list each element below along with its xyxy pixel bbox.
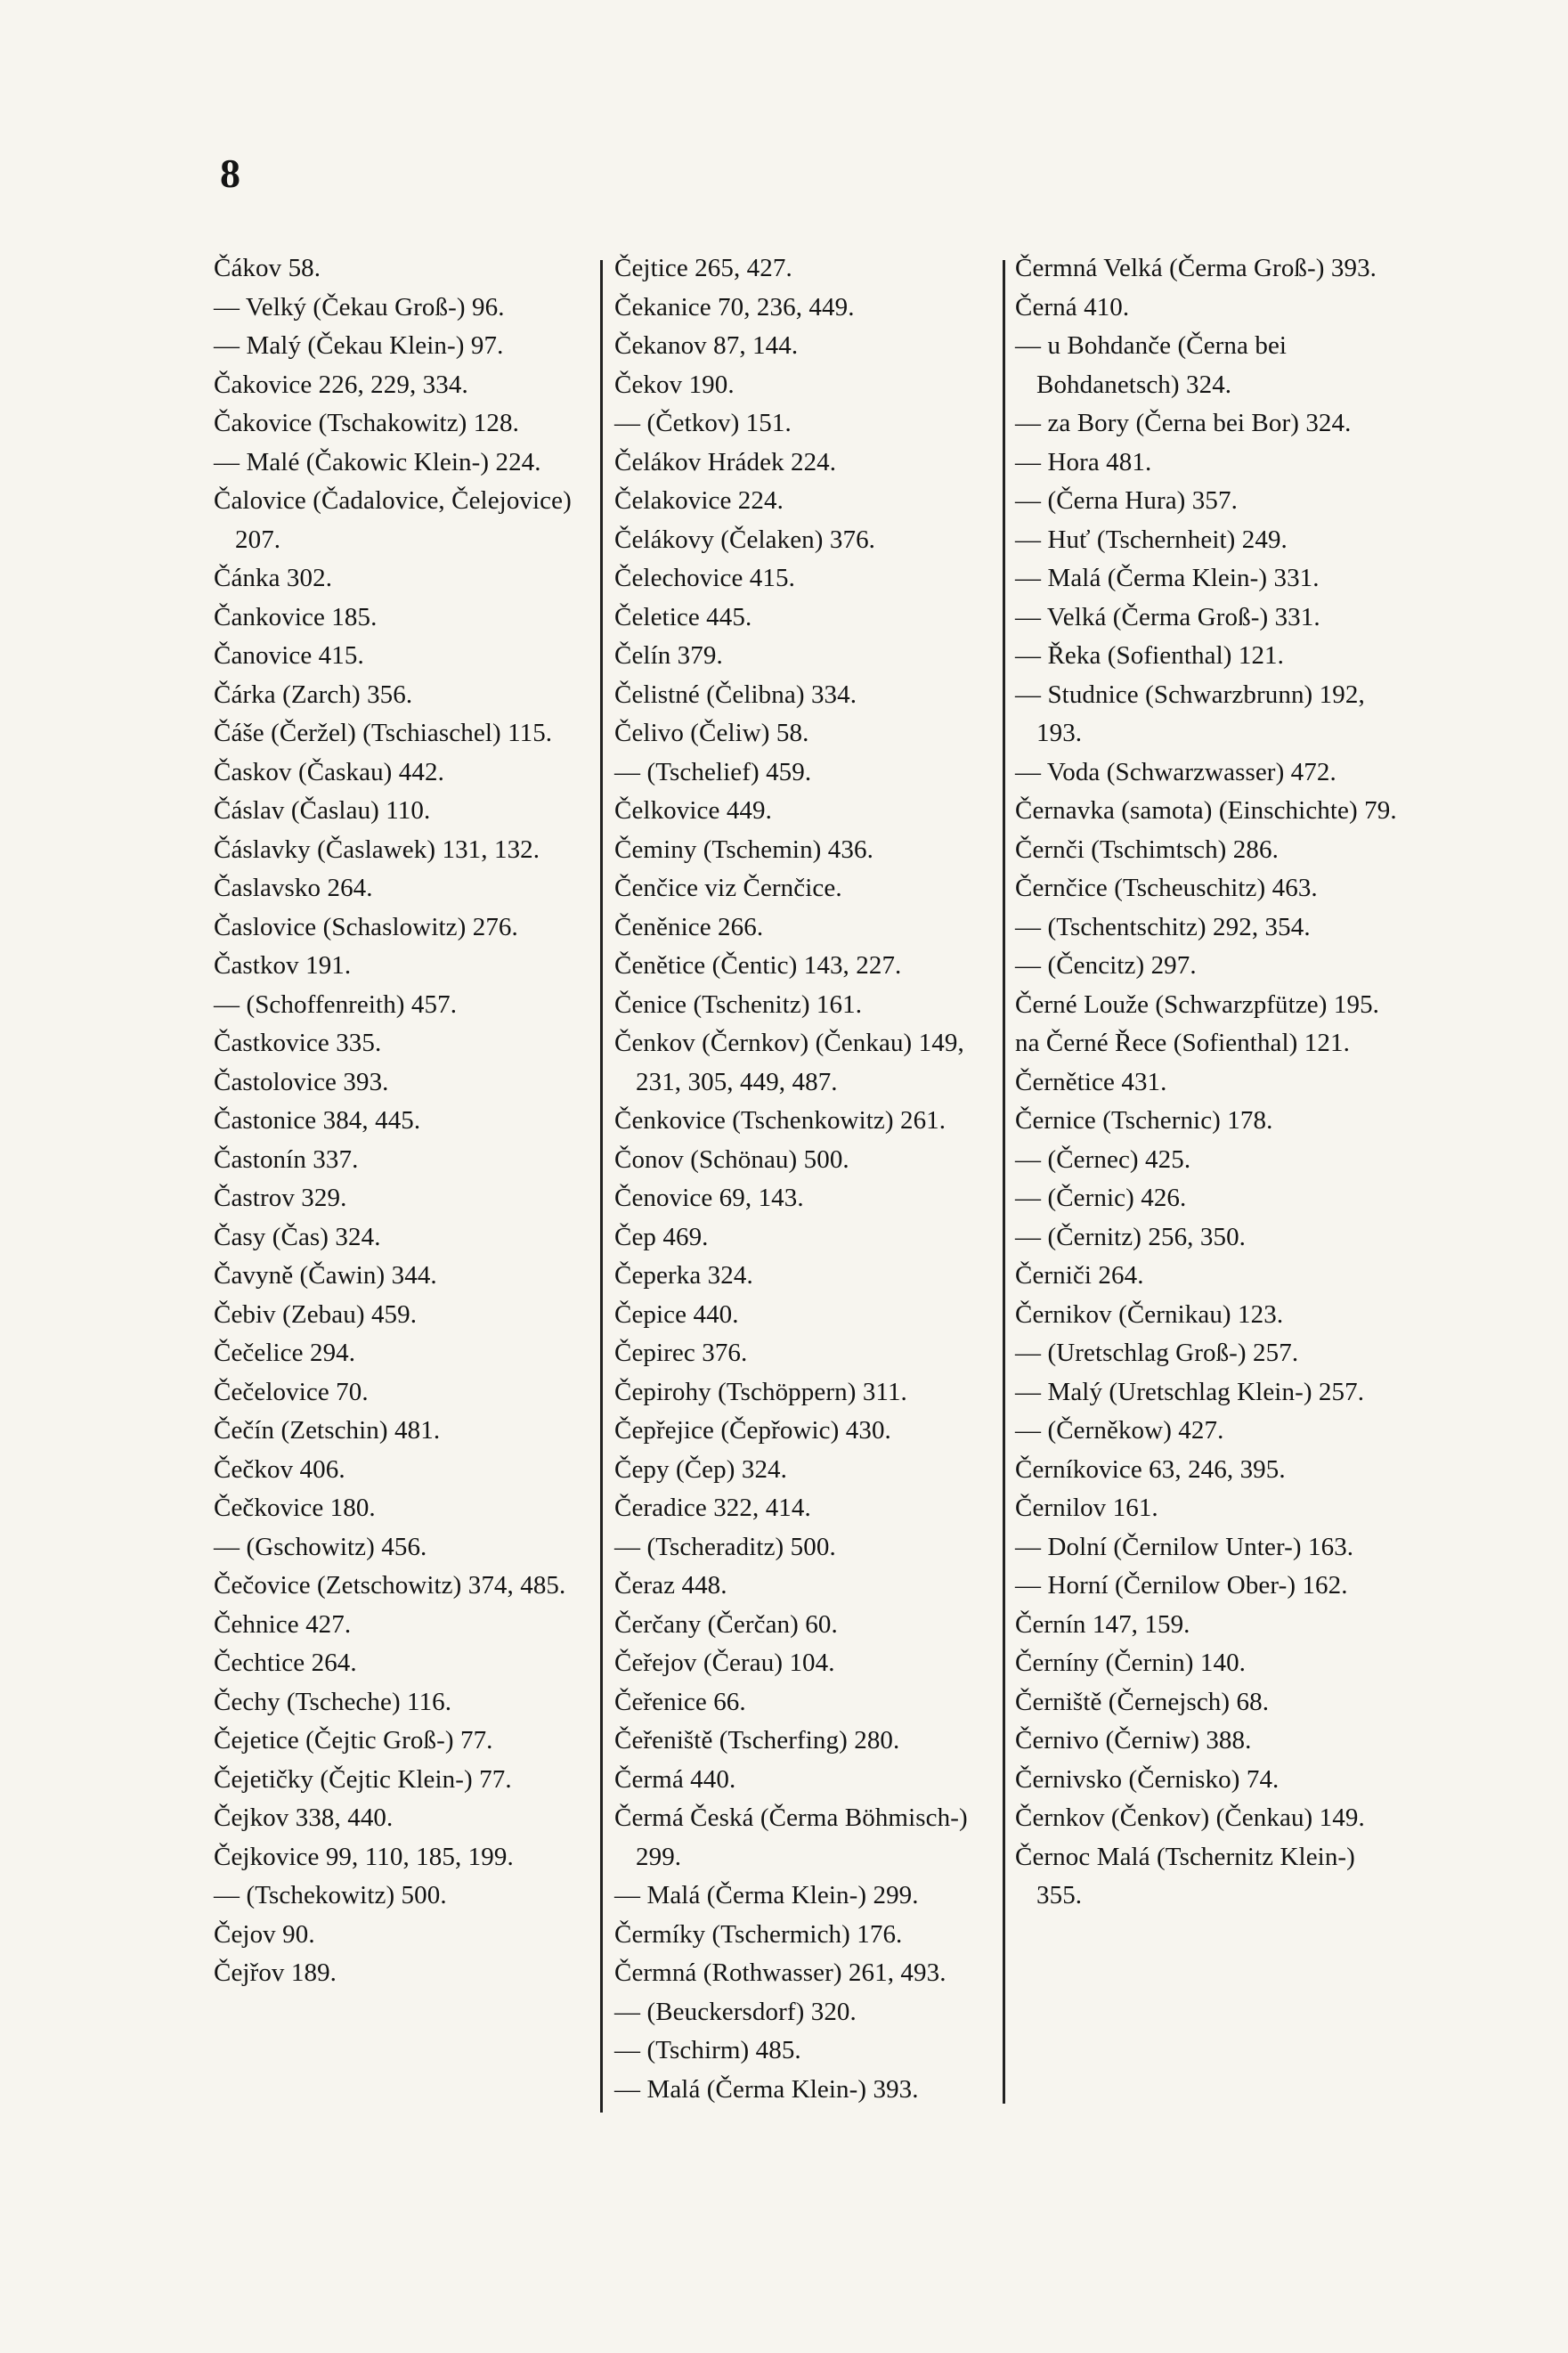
index-entry: Čechy (Tscheche) 116. <box>214 1687 452 1716</box>
index-entry: Černín 147, 159. <box>1015 1609 1190 1639</box>
index-entry: — Malá (Čerma Klein-) 331. <box>1015 564 1320 592</box>
index-entry: Čekov 190. <box>614 370 735 399</box>
index-entry: Čáše (Čeržel) (Tschiaschel) 115. <box>214 719 553 747</box>
index-entry: — (Čencitz) 297. <box>1015 951 1197 980</box>
index-entry: — Malá (Čerma Klein-) 393. <box>614 2074 919 2104</box>
index-entry: Černíny (Černin) 140. <box>1015 1649 1247 1677</box>
index-entry: — (Schoffenreith) 457. <box>214 989 458 1019</box>
index-entry: Čep 469. <box>614 1222 709 1251</box>
index-entry: — Studnice (Schwarzbrunn) 192, 193. <box>1015 680 1365 747</box>
index-entry: Čakovice 226, 229, 334. <box>214 370 468 399</box>
column-divider <box>600 260 603 2113</box>
index-entry: Čermná (Rothwasser) 261, 493. <box>614 1958 946 1987</box>
index-entry: Čejetice (Čejtic Groß-) 77. <box>214 1726 493 1755</box>
index-entry: — za Bory (Černa bei Bor) 324. <box>1015 409 1352 437</box>
index-entry: Černivsko (Černisko) 74. <box>1015 1764 1280 1794</box>
index-column-3 <box>1015 249 1407 1916</box>
index-entry: Čečelice 294. <box>214 1339 356 1367</box>
index-entry: Černivo (Černiw) 388. <box>1015 1726 1252 1755</box>
index-entry: na Černé Řece (Sofienthal) 121. <box>1015 1029 1350 1057</box>
index-column-1 <box>214 249 588 1993</box>
index-entry: Čejov 90. <box>214 1919 315 1949</box>
index-entry: — Horní (Černilow Ober-) 162. <box>1015 1571 1348 1600</box>
index-entry: Častonín 337. <box>214 1144 359 1174</box>
index-entry: Černikov (Černikau) 123. <box>1015 1299 1284 1329</box>
index-entry: Čepice 440. <box>614 1299 739 1329</box>
index-entry: Čelivo (Čeliw) 58. <box>614 719 809 747</box>
index-entry: Čeperka 324. <box>614 1261 753 1290</box>
index-entry: Čejkov 338, 440. <box>214 1803 394 1832</box>
index-entry: Černíkovice 63, 246, 395. <box>1015 1454 1286 1484</box>
index-entry: Čečkovice 180. <box>214 1494 376 1522</box>
index-entry: Častonice 384, 445. <box>214 1106 421 1135</box>
index-entry: — (Tscheraditz) 500. <box>614 1532 836 1561</box>
index-entry: — Malá (Čerma Klein-) 299. <box>614 1881 919 1909</box>
index-entry: Čeřenice 66. <box>614 1687 746 1716</box>
index-entry: Čalovice (Čadalovice, Čelejovice) 207. <box>214 486 572 554</box>
index-entry: Časy (Čas) 324. <box>214 1222 381 1251</box>
index-entry: Černiči 264. <box>1015 1261 1144 1290</box>
index-entry: — (Tschelief) 459. <box>614 757 812 786</box>
index-entry: Čeraz 448. <box>614 1571 727 1600</box>
index-entry: — (Uretschlag Groß-) 257. <box>1015 1339 1299 1367</box>
index-entry: — (Černitz) 256, 350. <box>1015 1222 1247 1251</box>
index-entry: Čelechovice 415. <box>614 564 795 592</box>
page-number: 8 <box>220 151 240 196</box>
index-entry: — u Bohdanče (Černa bei Bohdanetsch) 324. <box>1015 331 1288 399</box>
index-entry: Čekanice 70, 236, 449. <box>614 292 855 322</box>
index-entry: Čermá Česká (Čerma Böhmisch-) 299. <box>614 1803 968 1871</box>
index-entry: Černčice (Tscheuschitz) 463. <box>1015 874 1318 902</box>
index-entry: — Malý (Uretschlag Klein-) 257. <box>1015 1377 1365 1406</box>
index-entry: Časlovice (Schaslowitz) 276. <box>214 912 518 941</box>
index-entry: Čermná Velká (Čerma Groß-) 393. <box>1015 254 1377 282</box>
index-entry: — Malý (Čekau Klein-) 97. <box>214 331 504 360</box>
index-entry: Černilov 161. <box>1015 1494 1158 1522</box>
index-entry: Čeřejov (Čerau) 104. <box>614 1649 835 1677</box>
index-entry: Čepy (Čep) 324. <box>614 1454 787 1484</box>
index-entry: Černči (Tschimtsch) 286. <box>1015 835 1279 864</box>
index-entry: — Voda (Schwarzwasser) 472. <box>1015 757 1336 786</box>
index-entry: Čeletice 445. <box>614 602 752 631</box>
index-entry: — (Černěkow) 427. <box>1015 1416 1224 1445</box>
index-entry: Častrov 329. <box>214 1184 347 1212</box>
index-entry: Čepirohy (Tschöppern) 311. <box>614 1377 907 1406</box>
index-entry: Černětice 431. <box>1015 1067 1167 1096</box>
index-entry: — (Gschowitz) 456. <box>214 1532 427 1561</box>
index-entry: Čehnice 427. <box>214 1609 352 1639</box>
index-entry: Černiště (Černejsch) 68. <box>1015 1687 1270 1716</box>
index-entry: Čelakovice 224. <box>614 486 784 515</box>
index-entry: Čekanov 87, 144. <box>614 331 799 360</box>
index-entry: — (Černic) 426. <box>1015 1184 1187 1212</box>
index-entry: — (Tschirm) 485. <box>614 2036 801 2064</box>
index-entry: Čebiv (Zebau) 459. <box>214 1299 418 1329</box>
index-entry: Čanovice 415. <box>214 641 364 670</box>
index-entry: Častkov 191. <box>214 951 352 980</box>
index-column-2 <box>614 249 997 2109</box>
index-entry: Časlavsko 264. <box>214 874 373 902</box>
index-entry: Čečelovice 70. <box>214 1377 369 1406</box>
index-entry: Čenice (Tschenitz) 161. <box>614 989 863 1019</box>
index-entry: Čejřov 189. <box>214 1958 337 1987</box>
index-entry: Čánka 302. <box>214 564 333 592</box>
index-entry: Čeřeniště (Tscherfing) 280. <box>614 1726 900 1755</box>
index-entry: Čečín (Zetschin) 481. <box>214 1416 441 1445</box>
index-entry: — Huť (Tschernheit) 249. <box>1015 525 1288 554</box>
index-entry: Čenkovice (Tschenkowitz) 261. <box>614 1106 946 1135</box>
index-entry: Častkovice 335. <box>214 1029 382 1057</box>
index-entry: Čeradice 322, 414. <box>614 1494 811 1522</box>
index-entry: Častolovice 393. <box>214 1067 389 1096</box>
index-entry: Čákov 58. <box>214 254 321 282</box>
index-entry: Čejtice 265, 427. <box>614 254 792 282</box>
index-entry: Černoc Malá (Tschernitz Klein-) 355. <box>1015 1842 1355 1909</box>
index-entry: — Velká (Čerma Groß-) 331. <box>1015 602 1320 631</box>
index-entry: Čáslavky (Časlawek) 131, 132. <box>214 835 540 864</box>
index-entry: Čeminy (Tschemin) 436. <box>614 835 873 864</box>
index-entry: Čelkovice 449. <box>614 796 772 825</box>
index-entry: Čermá 440. <box>614 1764 736 1794</box>
index-entry: Čechtice 264. <box>214 1649 357 1677</box>
index-entry: Čepirec 376. <box>614 1339 748 1367</box>
index-entry: Černavka (samota) (Einschichte) 79. <box>1015 796 1397 825</box>
index-entry: Černé Louže (Schwarzpfütze) 195. <box>1015 989 1380 1019</box>
index-entry: Čankovice 185. <box>214 602 378 631</box>
index-entry: Čečkov 406. <box>214 1454 345 1484</box>
index-entry: — Velký (Čekau Groß-) 96. <box>214 292 505 322</box>
index-entry: Čeněnice 266. <box>614 912 764 941</box>
index-entry: — (Četkov) 151. <box>614 409 792 437</box>
index-entry: Čelín 379. <box>614 641 723 670</box>
index-entry: Čakovice (Tschakowitz) 128. <box>214 409 519 437</box>
index-entry: Čavyně (Čawin) 344. <box>214 1261 437 1290</box>
index-entry: — Malé (Čakowic Klein-) 224. <box>214 447 541 476</box>
index-entry: Čenětice (Čentic) 143, 227. <box>614 951 902 980</box>
index-entry: Čáslav (Časlau) 110. <box>214 796 431 825</box>
column-divider <box>1003 260 1005 2104</box>
index-entry: — (Tschentschitz) 292, 354. <box>1015 912 1311 941</box>
index-entry: Čelákov Hrádek 224. <box>614 447 837 476</box>
index-entry: Čonov (Schönau) 500. <box>614 1144 849 1174</box>
index-entry: — (Černa Hura) 357. <box>1015 486 1238 515</box>
index-entry: — (Beuckersdorf) 320. <box>614 1997 857 2026</box>
index-entry: Černice (Tschernic) 178. <box>1015 1106 1273 1135</box>
index-entry: Černá 410. <box>1015 292 1130 322</box>
index-entry: Čejetičky (Čejtic Klein-) 77. <box>214 1764 512 1794</box>
index-entry: — Hora 481. <box>1015 447 1152 476</box>
index-entry: Čelákovy (Čelaken) 376. <box>614 525 876 554</box>
index-entry: Čelistné (Čelibna) 334. <box>614 680 857 709</box>
index-entry: Čenkov (Černkov) (Čenkau) 149, 231, 305, 449, 487. <box>614 1029 964 1096</box>
index-entry: Čerčany (Čerčan) 60. <box>614 1609 838 1639</box>
index-entry: — (Tschekowitz) 500. <box>214 1881 447 1909</box>
index-entry: Časkov (Časkau) 442. <box>214 757 444 786</box>
index-entry: Černkov (Čenkov) (Čenkau) 149. <box>1015 1803 1365 1832</box>
index-entry: Čejkovice 99, 110, 185, 199. <box>214 1842 514 1871</box>
index-entry: — Řeka (Sofienthal) 121. <box>1015 641 1285 670</box>
index-entry: Čenčice viz Černčice. <box>614 874 842 902</box>
index-entry: Čenovice 69, 143. <box>614 1184 804 1212</box>
index-entry: — (Černec) 425. <box>1015 1144 1191 1174</box>
index-entry: Čermíky (Tschermich) 176. <box>614 1919 903 1949</box>
index-entry: Čepřejice (Čepřowic) 430. <box>614 1416 891 1445</box>
index-entry: — Dolní (Černilow Unter-) 163. <box>1015 1532 1354 1561</box>
index-entry: Čečovice (Zetschowitz) 374, 485. <box>214 1571 566 1600</box>
index-entry: Čárka (Zarch) 356. <box>214 680 413 709</box>
